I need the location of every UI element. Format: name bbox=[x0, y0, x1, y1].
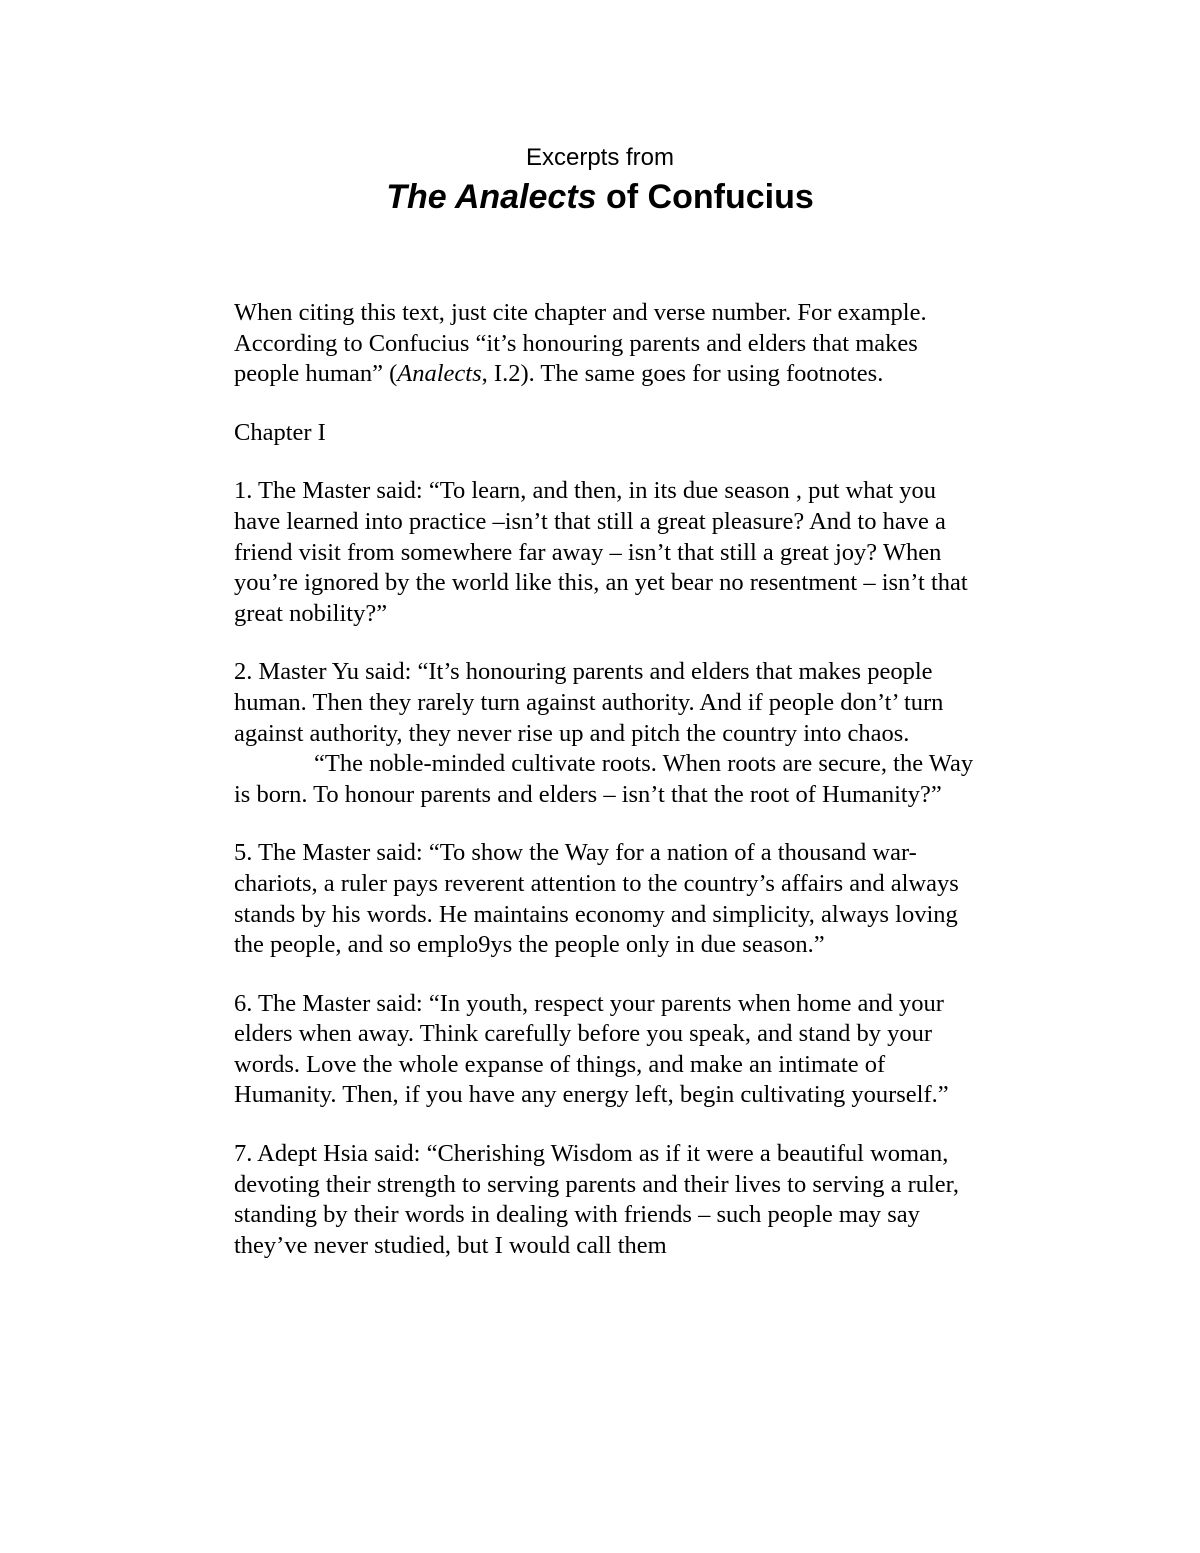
header-pretitle: Excerpts from bbox=[525, 144, 675, 171]
document-body bbox=[234, 298, 984, 1261]
intro-text-2: , I.2). The same goes for using footnotes. bbox=[481, 360, 884, 388]
verse-7: 7. Adept Hsia said: “Cherishing Wisdom as if it were a beautiful woman, devoting their strength to serving parents and their lives to serving a ruler, standing by their words in dealing with friends – such people may say they’ve never studied, but I would call them bbox=[234, 1140, 959, 1259]
verse-5: 5. The Master said: “To show the Way for a nation of a thousand war-chariots, a ruler pays reverent attention to the country’s affairs and always stands by his words. He maintains economy and simplicity, always loving the people, and so emplo9ys the people only in due season.” bbox=[234, 839, 959, 959]
title-rest: of Confucius bbox=[596, 178, 814, 216]
verse-2-continued: “The noble-minded cultivate roots. When roots are secure, the Way is born. To honour parents and elders – isn’t that the root of Humanity?” bbox=[234, 750, 974, 808]
verse-2: 2. Master Yu said: “It’s honouring parents and elders that makes people human. Then they rarely turn against authority. And if people don’t’ turn against authority, they never rise up and pitch the country into chaos. bbox=[234, 658, 944, 747]
title-italic: The Analects bbox=[386, 178, 597, 216]
verse-6: 6. The Master said: “In youth, respect your parents when home and your elders when away. Think carefully before you speak, and stand by your words. Love the whole expanse of things, and make an intimate of Humanity. Then, if you have any energy left, begin cultivating yourself.” bbox=[234, 989, 949, 1109]
intro-paragraph bbox=[234, 298, 984, 390]
document-header bbox=[0, 143, 1200, 219]
verse-1: 1. The Master said: “To learn, and then, in its due season , put what you have learned into practice –isn’t that still a great pleasure? And to have a friend visit from somewhere far away – isn’t that still a great joy? When you’re ignored by the world like this, an yet bear no resentment – isn’t that great nobility?” bbox=[234, 477, 968, 627]
intro-text-1: When citing this text, just cite chapter and verse number. For example. According to Confucius “it’s honouring parents and elders that makes people human” ( bbox=[234, 299, 927, 388]
chapter-heading: Chapter I bbox=[234, 418, 326, 446]
document-title bbox=[0, 175, 1200, 219]
intro-italic: Analects bbox=[397, 360, 482, 388]
